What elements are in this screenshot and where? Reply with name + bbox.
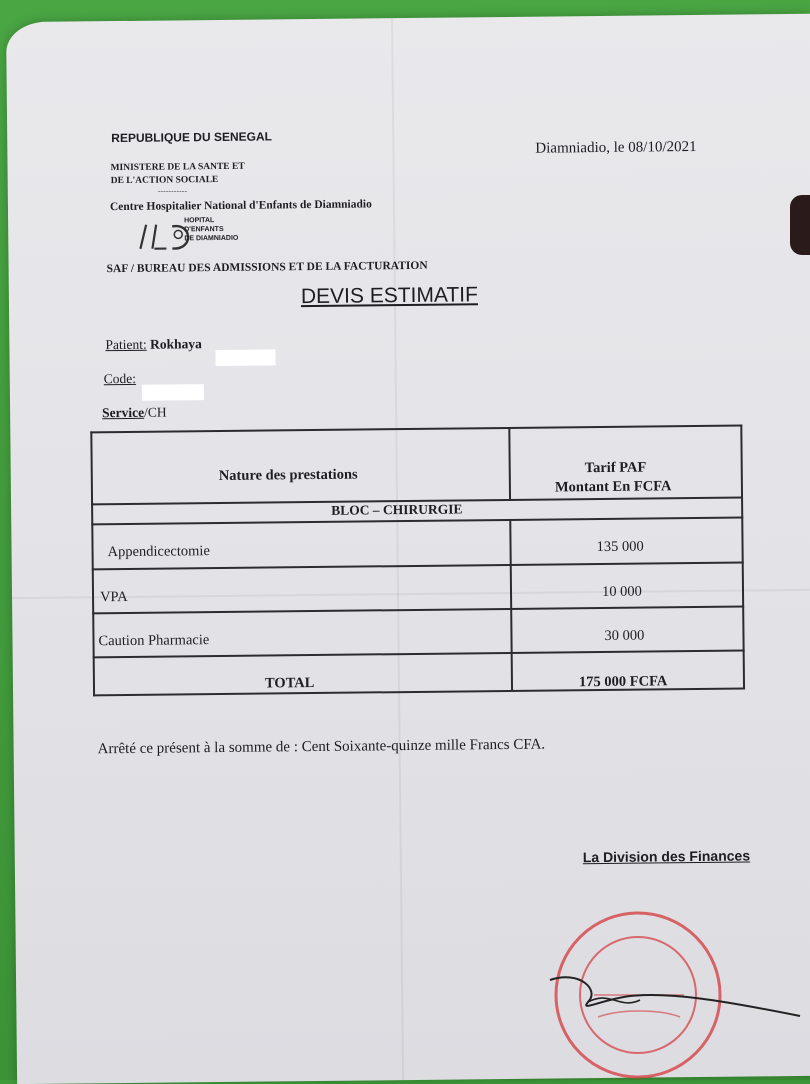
code-label: Code:: [103, 370, 137, 387]
table-border: [93, 650, 745, 658]
patient-name: Rokhaya: [149, 336, 202, 352]
service-line: [102, 405, 167, 422]
republic-header: REPUBLIQUE DU SENEGAL: [111, 129, 272, 146]
patient-line: [105, 336, 202, 353]
department-header: SAF / BUREAU DES ADMISSIONS ET DE LA FACTURATION: [106, 259, 428, 276]
redaction-box: [215, 349, 275, 366]
table-row-amount: 135 000: [596, 538, 644, 556]
table-row-label: Caution Pharmacie: [98, 632, 210, 650]
signatory-title: La Division des Finances: [582, 847, 751, 866]
table-header-tarif: Tarif PAF: [584, 459, 647, 477]
redaction-box: [142, 384, 204, 401]
hospital-name: Centre Hospitalier National d'Enfants de Diamniadio: [109, 198, 372, 214]
table-total-amount: 175 000 FCFA: [578, 673, 668, 691]
table-border: [90, 425, 742, 433]
table-border: [92, 562, 744, 570]
table-total-label: TOTAL: [264, 675, 315, 692]
header-separator: -----------: [157, 186, 188, 196]
table-section-bloc: BLOC – CHIRURGIE: [331, 501, 463, 518]
prestations-table: [90, 425, 745, 697]
service-label: Service: [102, 404, 145, 421]
table-header-montant: Montant En FCFA: [554, 478, 672, 496]
ministry-line-2: DE L'ACTION SOCIALE: [110, 174, 219, 187]
ministry-line-1: MINISTERE DE LA SANTE ET: [110, 161, 245, 174]
logo-text-line: HOPITAL: [184, 217, 215, 225]
signature-icon: [540, 960, 810, 1040]
logo-text-line: D'ENFANTS: [184, 225, 224, 234]
table-row-label: Appendicectomie: [107, 543, 210, 561]
service-value: /CH: [144, 404, 167, 420]
table-column-divider: [508, 427, 510, 500]
table-border: [92, 606, 744, 614]
logo-text-line: DE DIAMNIADIO: [184, 234, 239, 243]
document-date: Diamniadio, le 08/10/2021: [535, 138, 697, 157]
table-row-amount: 30 000: [604, 627, 645, 644]
table-row-label: VPA: [99, 588, 128, 606]
document-title: DEVIS ESTIMATIF: [300, 283, 478, 309]
amount-in-words: Arrêté ce présent à la somme de : Cent Soixante-quinze mille Francs CFA.: [97, 736, 546, 758]
patient-label: Patient:: [105, 336, 147, 353]
table-column-divider: [509, 519, 512, 691]
table-header-nature: Nature des prestations: [218, 466, 358, 485]
code-line: [104, 371, 136, 387]
table-row-amount: 10 000: [601, 583, 642, 600]
background-object: [790, 195, 810, 255]
